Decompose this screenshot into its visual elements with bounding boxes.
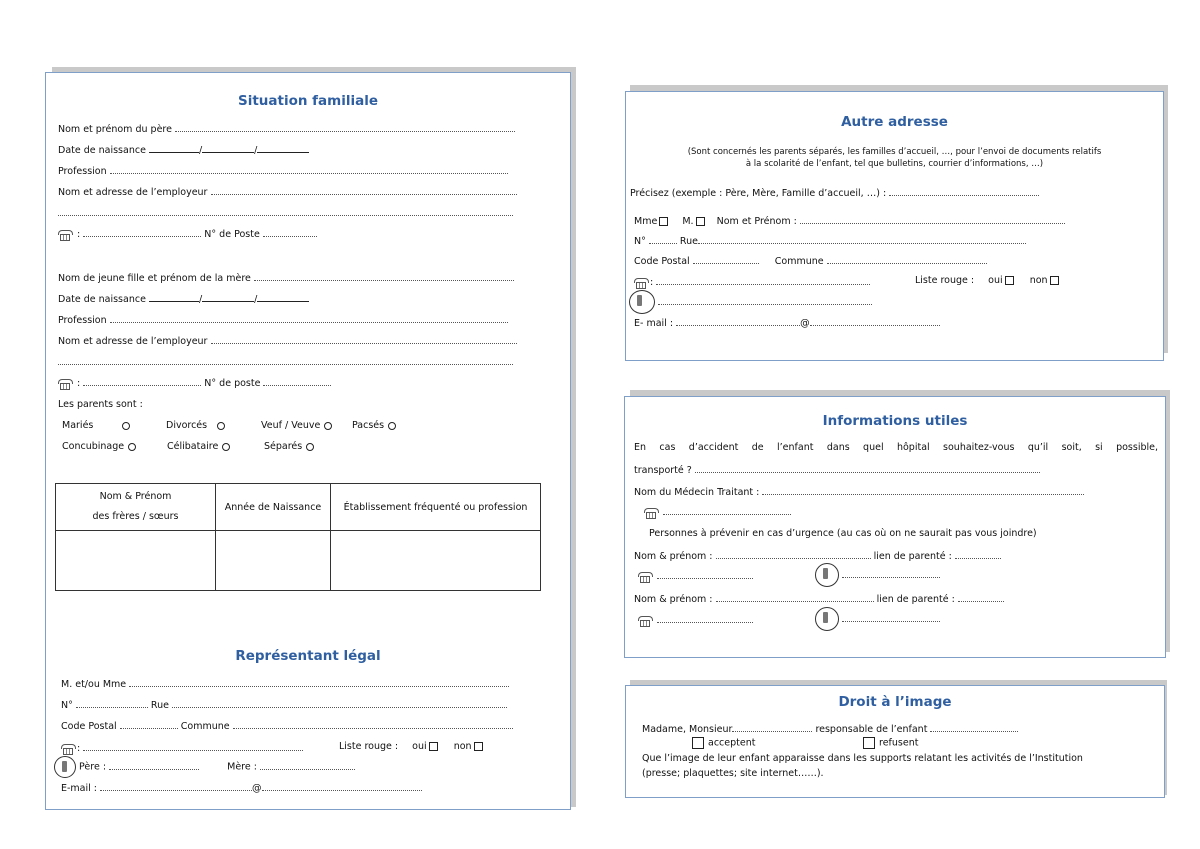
mother-employer-field[interactable]: [211, 334, 517, 344]
informations-utiles-title: Informations utiles: [822, 413, 968, 429]
droit-texte-1: Que l’image de leur enfant apparaisse dans les supports relatant les activités de l’Institution: [642, 753, 1083, 764]
aa-mobile-row: [629, 290, 872, 314]
autre-adresse-note-1: (Sont concernés les parents séparés, les familles d’accueil, …, pour l’envoi de documents relatifs: [687, 147, 1102, 157]
aa-mme-checkbox[interactable]: [659, 217, 668, 226]
radio-divorces[interactable]: [217, 422, 225, 430]
droit-parent-name-field[interactable]: [732, 722, 812, 732]
rep-oui-label: oui: [412, 741, 427, 752]
radio-concubinage[interactable]: [128, 443, 136, 451]
autre-adresse-panel: [625, 91, 1164, 361]
representant-legal-title: Représentant légal: [235, 648, 381, 664]
mobile-phone-icon: [815, 563, 839, 587]
rep-non-label: non: [453, 741, 472, 752]
contact1-lien-field[interactable]: [955, 549, 1001, 559]
mother-name-row: [58, 271, 514, 285]
contact1-phone-field[interactable]: [657, 569, 753, 579]
contact2-name-label: Nom & prénom :: [634, 594, 713, 605]
aa-mobile-field[interactable]: [658, 295, 872, 305]
droit-child-name-field[interactable]: [930, 722, 1018, 732]
father-name-field[interactable]: [175, 122, 515, 132]
parents-status-label: Les parents sont :: [58, 399, 143, 410]
father-birthdate-row: Date de naissance / /: [58, 143, 309, 157]
mobile-phone-icon: [629, 290, 655, 314]
mother-name-label: Nom de jeune fille et prénom de la mère: [58, 273, 251, 284]
rep-commune-label: Commune: [180, 721, 230, 732]
siblings-name-header: Nom & Prénom des frères / sœurs: [56, 484, 216, 531]
mother-employer-label: Nom et adresse de l’employeur: [58, 336, 208, 347]
father-poste-label: N° de Poste: [204, 229, 260, 240]
rep-liste-rouge-non-checkbox[interactable]: [474, 742, 483, 751]
contact2-mobile-field[interactable]: [842, 612, 940, 622]
aa-non-label: non: [1029, 275, 1048, 286]
contact2-phones-row: [638, 613, 753, 627]
aa-email-label: E- mail :: [634, 318, 674, 329]
rep-mobile-row: [54, 756, 355, 779]
table-row: [56, 531, 541, 591]
aa-liste-rouge-label: Liste rouge :: [915, 275, 975, 286]
radio-maries[interactable]: [122, 422, 130, 430]
rep-street-field[interactable]: [172, 698, 507, 708]
mother-birthdate-row: Date de naissance / /: [58, 292, 309, 306]
mother-phone-field[interactable]: [83, 376, 201, 386]
droit-responsable-label: responsable de l’enfant: [815, 724, 928, 735]
hospital-field[interactable]: [695, 463, 1040, 473]
rep-postal-field[interactable]: [120, 719, 178, 729]
rep-address-row: [61, 698, 507, 712]
medecin-label: Nom du Médecin Traitant :: [634, 487, 760, 498]
droit-image-title: Droit à l’image: [838, 694, 952, 710]
phone-icon: [634, 278, 648, 288]
phone-icon: [61, 744, 75, 754]
mother-employer-field-2[interactable]: [58, 355, 513, 365]
droit-madame-label: Madame, Monsieur: [642, 724, 733, 735]
aa-oui-label: oui: [988, 275, 1003, 286]
rep-phone-row: :: [61, 741, 303, 755]
rep-pere-label: Père :: [79, 761, 107, 773]
radio-celibataire[interactable]: [222, 443, 230, 451]
status-veuf[interactable]: Veuf / Veuve: [261, 420, 332, 432]
aa-postal-label: Code Postal: [634, 256, 690, 267]
rep-number-label: N°: [61, 700, 73, 711]
medecin-phone-field[interactable]: [663, 505, 791, 515]
phone-icon: [638, 572, 652, 582]
contact1-mobile-field[interactable]: [842, 568, 940, 578]
rep-phone-field[interactable]: [83, 741, 303, 751]
rep-street-label: Rue: [150, 700, 169, 711]
radio-separes[interactable]: [306, 443, 314, 451]
situation-familiale-title: Situation familiale: [237, 93, 379, 109]
droit-texte-2: (presse; plaquettes; site internet……).: [642, 768, 824, 779]
father-birthdate-label: Date de naissance: [58, 145, 146, 156]
aa-street-label: Rue: [679, 236, 698, 247]
rep-commune-field[interactable]: [233, 719, 513, 729]
aa-liste-rouge-non-checkbox[interactable]: [1050, 276, 1059, 285]
status-celibataire[interactable]: Célibataire: [167, 441, 230, 453]
father-birth-month-field[interactable]: [202, 143, 254, 153]
rep-city-row: [61, 719, 513, 733]
aa-nom-prenom-label: Nom et Prénom :: [716, 216, 797, 227]
aa-m-label: M.: [682, 216, 694, 227]
precisez-label: Précisez (exemple : Père, Mère, Famille d’accueil, …) :: [630, 188, 887, 199]
aa-email-domain-field[interactable]: [810, 316, 940, 326]
droit-image-panel: [625, 685, 1165, 798]
aa-nom-prenom-field[interactable]: [800, 214, 1065, 224]
father-profession-label: Profession: [58, 166, 107, 177]
father-name-row: [58, 122, 515, 136]
rep-mere-label: Mère :: [227, 761, 257, 773]
aa-street-field[interactable]: [698, 234, 1026, 244]
father-employer-row: [58, 185, 517, 199]
phone-icon: [638, 616, 652, 626]
radio-veuf[interactable]: [324, 422, 332, 430]
aa-phone-field[interactable]: [656, 275, 870, 285]
aa-address-row: [634, 234, 1026, 248]
accident-row-2: [634, 463, 1040, 477]
droit-madame-row: [642, 722, 1018, 736]
rep-postal-label: Code Postal: [61, 721, 117, 732]
contact2-lien-field[interactable]: [958, 592, 1004, 602]
rep-number-field[interactable]: [76, 698, 148, 708]
mother-profession-row: [58, 313, 508, 327]
contact1-phones-row: [638, 569, 753, 583]
accident-line-1: En cas d’accident de l’enfant dans quel hôpital souhaitez-vous qu’il soit, si possible,: [634, 442, 1158, 453]
rep-pere-mobile-field[interactable]: [109, 760, 199, 770]
phone-icon: [58, 230, 72, 240]
aa-number-field[interactable]: [649, 234, 677, 244]
aa-postal-field[interactable]: [693, 254, 759, 264]
mother-phone-row: : N° de poste: [58, 376, 331, 390]
infos-panel: [624, 396, 1166, 658]
siblings-year-header: Année de Naissance: [216, 484, 331, 531]
mother-employer-row-2: [58, 355, 513, 369]
aa-email-user-field[interactable]: [676, 316, 800, 326]
medecin-field[interactable]: [762, 485, 1084, 495]
contact1-name-label: Nom & prénom :: [634, 551, 713, 562]
mother-profession-field[interactable]: [110, 313, 508, 323]
medecin-row: [634, 485, 1084, 499]
droit-accept-option[interactable]: acceptent: [692, 737, 755, 750]
aa-liste-rouge-row: [915, 275, 1061, 287]
contact2-phone-field[interactable]: [657, 613, 753, 623]
contact1-name-field[interactable]: [716, 549, 871, 559]
aa-liste-rouge-oui-checkbox[interactable]: [1005, 276, 1014, 285]
medecin-phone-row: [644, 505, 791, 519]
table-header-row: [56, 484, 541, 531]
father-profession-field[interactable]: [110, 164, 508, 174]
phone-icon: [58, 379, 72, 389]
contact1-mobile-row: [815, 563, 940, 588]
contact2-name-field[interactable]: [716, 592, 874, 602]
siblings-school-header: Établissement fréquenté ou profession: [331, 484, 541, 531]
father-poste-field[interactable]: [263, 227, 317, 237]
father-employer-label: Nom et adresse de l’employeur: [58, 187, 208, 198]
rep-name-label: M. et/ou Mme: [61, 679, 127, 690]
status-divorces[interactable]: Divorcés: [166, 420, 225, 432]
siblings-table: [55, 483, 541, 591]
autre-adresse-title: Autre adresse: [841, 114, 948, 130]
mother-poste-label: N° de poste: [204, 378, 261, 389]
father-birth-year-field[interactable]: [257, 143, 309, 153]
contact2-mobile-row: [815, 607, 940, 632]
mother-birthdate-label: Date de naissance: [58, 294, 146, 305]
precisez-field[interactable]: [889, 186, 1039, 196]
aa-name-row: [634, 214, 1065, 228]
mother-poste-field[interactable]: [263, 376, 331, 386]
rep-email-row: E-mail : @: [61, 781, 422, 795]
rep-email-label: E-mail :: [61, 783, 98, 794]
mother-birth-year-field[interactable]: [257, 292, 309, 302]
mother-birth-month-field[interactable]: [202, 292, 254, 302]
father-birth-day-field[interactable]: [149, 143, 199, 153]
left-form-panel: [45, 72, 571, 810]
father-employer-row-2: [58, 206, 513, 220]
contact1-row: [634, 549, 1001, 563]
aa-city-row: [634, 254, 987, 268]
rep-liste-rouge-row: [339, 741, 485, 753]
contact2-row: [634, 592, 1004, 606]
mobile-phone-icon: [54, 756, 76, 778]
rep-email-user-field[interactable]: [100, 781, 252, 791]
father-employer-field-2[interactable]: [58, 206, 513, 216]
status-concubinage[interactable]: Concubinage: [62, 441, 136, 453]
siblings-name-cell[interactable]: [56, 531, 216, 591]
siblings-school-cell[interactable]: [331, 531, 541, 591]
autre-adresse-note-2: à la scolarité de l’enfant, tel que bulletins, courrier d’informations, …): [745, 159, 1044, 169]
father-employer-field[interactable]: [211, 185, 517, 195]
rep-liste-rouge-label: Liste rouge :: [339, 741, 399, 752]
mother-employer-row: [58, 334, 517, 348]
accept-checkbox[interactable]: [692, 737, 704, 749]
father-phone-field[interactable]: [83, 227, 201, 237]
father-phone-row: : N° de Poste: [58, 227, 317, 241]
aa-email-row: E- mail : @: [634, 316, 940, 330]
mother-birth-day-field[interactable]: [149, 292, 199, 302]
rep-name-row: [61, 677, 509, 691]
mother-profession-label: Profession: [58, 315, 107, 326]
accident-label-2: transporté ?: [634, 465, 692, 476]
rep-liste-rouge-oui-checkbox[interactable]: [429, 742, 438, 751]
mother-name-field[interactable]: [254, 271, 514, 281]
aa-phone-row: :: [634, 275, 870, 289]
radio-pacses[interactable]: [388, 422, 396, 430]
rep-name-field[interactable]: [129, 677, 509, 687]
father-profession-row: [58, 164, 508, 178]
rep-mere-mobile-field[interactable]: [260, 760, 355, 770]
precisez-row: [630, 186, 1039, 200]
aa-commune-field[interactable]: [827, 254, 987, 264]
aa-commune-label: Commune: [774, 256, 824, 267]
refuse-checkbox[interactable]: [863, 737, 875, 749]
contact1-lien-label: lien de parenté :: [873, 551, 952, 562]
rep-email-domain-field[interactable]: [262, 781, 422, 791]
contact2-lien-label: lien de parenté :: [876, 594, 955, 605]
droit-refuse-option[interactable]: refusent: [863, 737, 918, 750]
aa-number-label: N°: [634, 236, 646, 247]
aa-m-checkbox[interactable]: [696, 217, 705, 226]
status-separes[interactable]: Séparés: [264, 441, 314, 453]
father-name-label: Nom et prénom du père: [58, 124, 172, 135]
status-pacses[interactable]: Pacsés: [352, 420, 396, 432]
urgence-label: Personnes à prévenir en cas d’urgence (au cas où on ne saurait pas vous joindre): [649, 528, 1037, 539]
mobile-phone-icon: [815, 607, 839, 631]
siblings-year-cell[interactable]: [216, 531, 331, 591]
status-maries[interactable]: Mariés: [62, 420, 94, 431]
aa-mme-label: Mme: [634, 216, 658, 227]
phone-icon: [644, 508, 658, 518]
